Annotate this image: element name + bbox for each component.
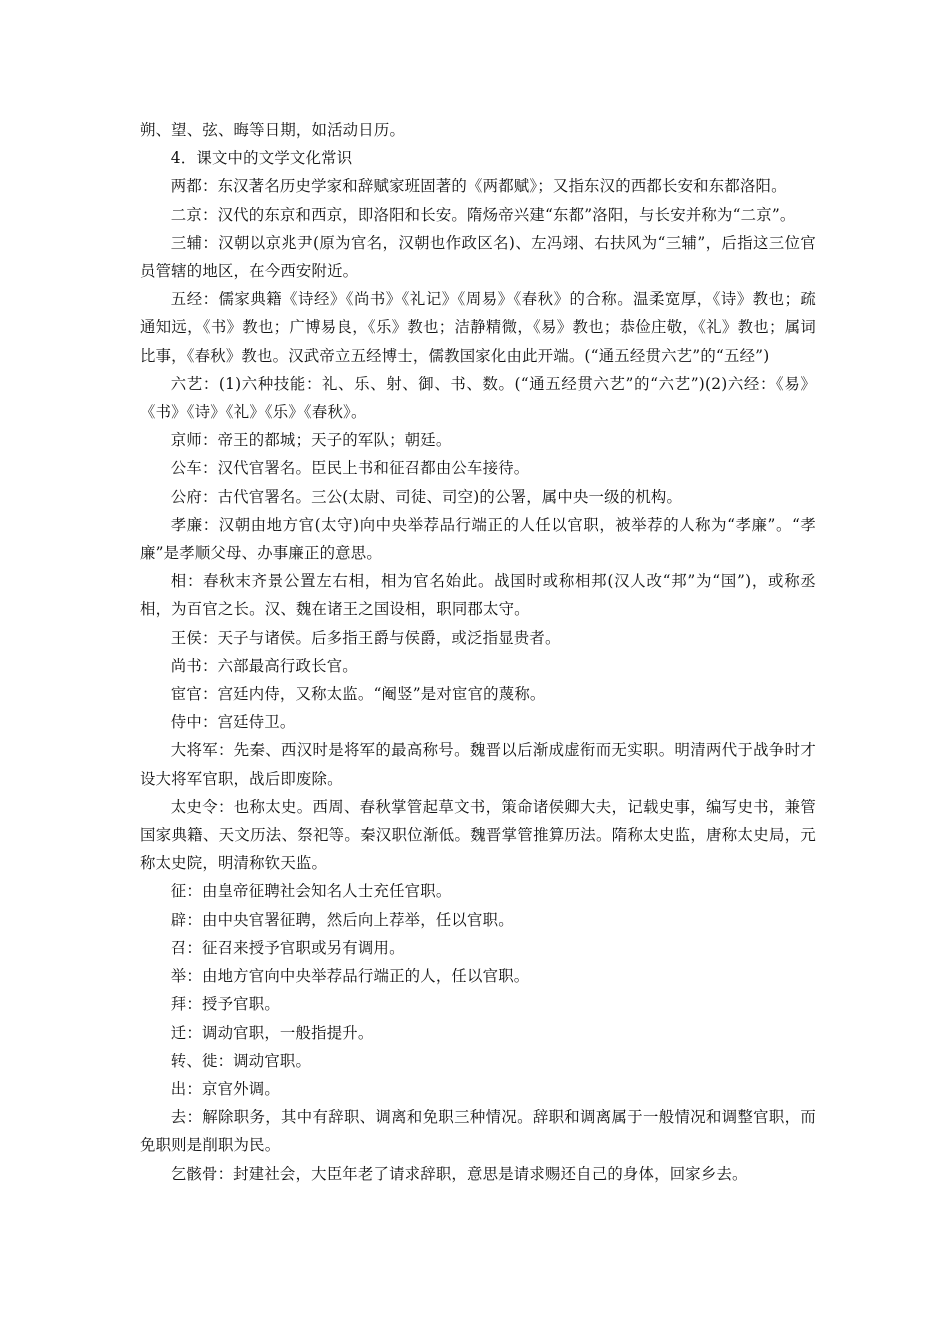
intro-line: 朔、望、弦、晦等日期，如活动日历。 xyxy=(140,121,406,139)
entry-liangdu: 两都：东汉著名历史学家和辞赋家班固著的《两都赋》；又指东汉的西都长安和东都洛阳。 xyxy=(170,177,787,196)
entry-wanghou: 王侯：天子与诸侯。后多指王爵与侯爵，或泛指显贵者。 xyxy=(170,628,561,647)
entry-chu: 出：京官外调。 xyxy=(170,1079,280,1098)
entry-dajiangjun: 大将军：先秦、西汉时是将军的最高称号。魏晋以后渐成虚衔而无实职。明清两代于战争时才设大将军官职，战后即废除。 xyxy=(140,741,816,788)
entry-sanfu: 三辅：汉朝以京兆尹(原为官名，汉朝也作政区名)、左冯翊、右扶风为“三辅”，后指这三位官员管辖的地区，在今西安附近。 xyxy=(140,233,816,281)
entry-erjing: 二京：汉代的东京和西京，即洛阳和长安。隋炀帝兴建“东都”洛阳，与长安并称为“二京”。 xyxy=(170,205,796,224)
entry-qihaigu: 乞骸骨：封建社会，大臣年老了请求辞职，意思是请求赐还自己的身体，回家乡去。 xyxy=(170,1164,748,1183)
entry-gongfu: 公府：古代官署名。三公(太尉、司徒、司空)的公署，属中央一级的机构。 xyxy=(170,487,683,506)
entry-bai: 拜：授予官职。 xyxy=(170,995,280,1014)
entry-shangshu: 尚书：六部最高行政长官。 xyxy=(170,656,358,675)
entry-shizhong: 侍中：宫廷侍卫。 xyxy=(170,713,296,732)
entry-jingshi: 京师：帝王的都城；天子的军队；朝廷。 xyxy=(170,431,452,450)
entry-wujing: 五经：儒家典籍《诗经》《尚书》《礼记》《周易》《春秋》的合称。温柔宽厚，《诗》教也；疏通知远，《书》教也；广博易良，《乐》教也；洁静精微，《易》教也；恭俭庄敬，《礼》教也；属词比事，《春秋》教也。汉武帝立五经博士，儒教国家化由此开端。(“通五经贯六艺”的“五经”) xyxy=(140,290,816,365)
entry-liuyi: 六艺：(1)六种技能：礼、乐、射、御、书、数。(“通五经贯六艺”的“六艺”)(2)六经：《易》《书》《诗》《礼》《乐》《春秋》。 xyxy=(140,374,816,422)
entry-zhao: 召：征召来授予官职或另有调用。 xyxy=(170,938,405,957)
entry-taishiling: 太史令：也称太史。西周、春秋掌管起草文书，策命诸侯卿大夫，记载史事，编写史书，兼管国家典籍、天文历法、祭祀等。秦汉职位渐低。魏晋掌管推算历法。隋称太史监，唐称太史局，元称太史院，明清称钦天监。 xyxy=(140,797,816,873)
entry-gongche: 公车：汉代官署名。臣民上书和征召都由公车接待。 xyxy=(170,459,530,478)
entry-huanguan: 宦官：宫廷内侍，又称太监。“阉竖”是对宦官的蔑称。 xyxy=(170,685,546,704)
entry-qu: 去：解除职务，其中有辞职、调离和免职三种情况。辞职和调离属于一般情况和调整官职，而免职则是削职为民。 xyxy=(140,1108,816,1155)
entry-qian: 迁：调动官职，一般指提升。 xyxy=(170,1023,374,1042)
entry-ju: 举：由地方官向中央举荐品行端正的人，任以官职。 xyxy=(170,967,530,986)
entry-xiang: 相：春秋末齐景公置左右相，相为官名始此。战国时或称相邦(汉人改“邦”为“国”)，或称丞相，为百官之长。汉、魏在诸王之国设相，职同郡太守。 xyxy=(140,572,816,619)
section-heading: 4．课文中的文学文化常识 xyxy=(170,149,353,168)
entry-xiaolian: 孝廉：汉朝由地方官(太守)向中央举荐品行端正的人任以官职，被举荐的人称为“孝廉”。“孝廉”是孝顺父母、办事廉正的意思。 xyxy=(140,515,816,563)
entry-zhuanxi: 转、徙：调动官职。 xyxy=(170,1051,312,1070)
entry-bi: 辟：由中央官署征聘，然后向上荐举，任以官职。 xyxy=(170,910,514,929)
document-page xyxy=(140,116,816,1188)
entry-zheng: 征：由皇帝征聘社会知名人士充任官职。 xyxy=(170,882,452,901)
